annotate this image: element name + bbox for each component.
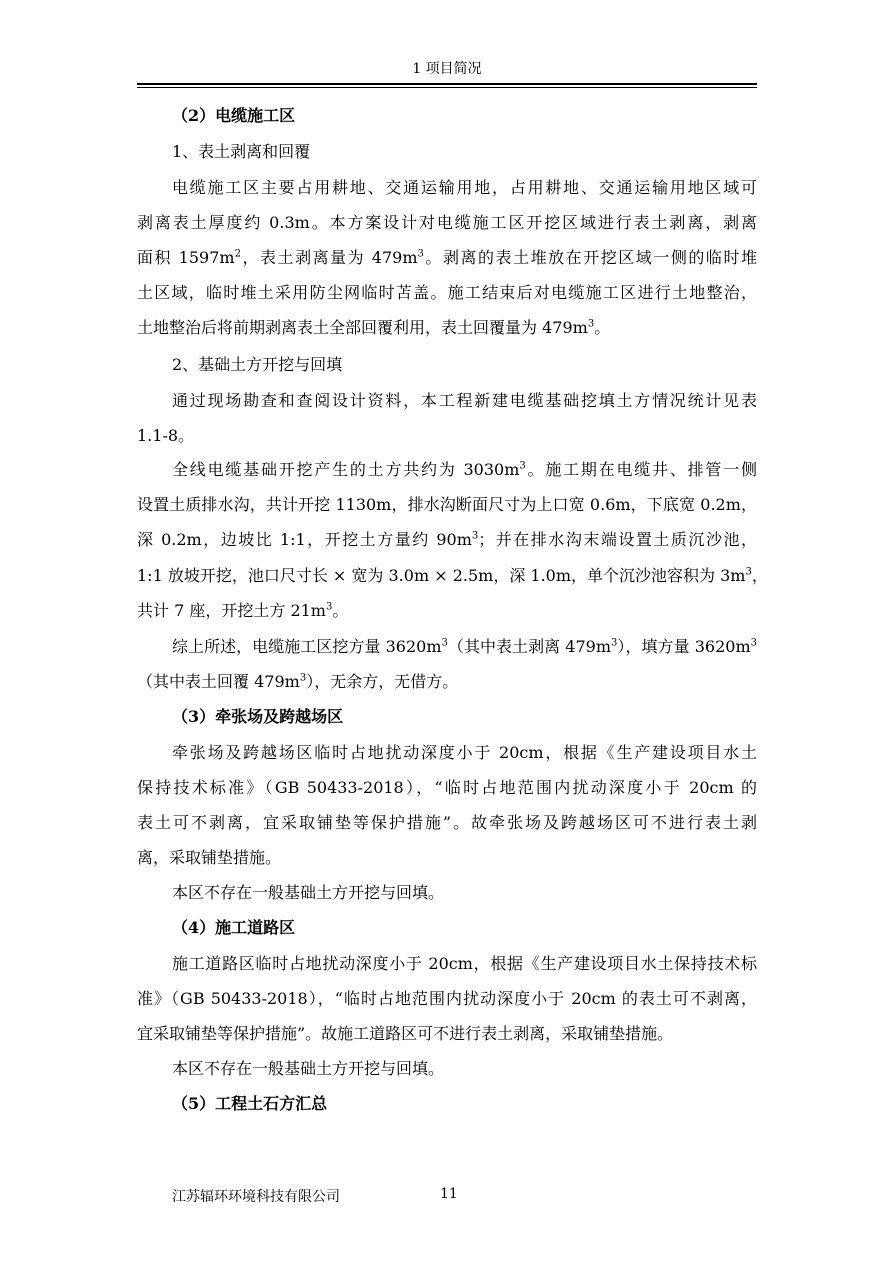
heading-road-area: （4）施工道路区 xyxy=(172,918,296,937)
text-line: 表土可不剥离，宜采取铺垫等保护措施”。故牵张场及跨越场区可不进行表土剥 xyxy=(137,813,757,832)
text-line: 电缆施工区主要占用耕地、交通运输用地，占用耕地、交通运输用地区域可 xyxy=(172,178,757,197)
text-line: 共计 7 座，开挖土方 $21m^3$。 xyxy=(137,601,349,620)
text-line: 1.1-8。 xyxy=(137,426,195,445)
text-line: 本区不存在一般基础土方开挖与回填。 xyxy=(172,1059,445,1078)
text-line: 1:1 放坡开挖，池口尺寸长 × 宽为 3.0m × 2.5m，深 1.0m，单个沉沙池容积为 $3m^3$， xyxy=(137,566,768,585)
text-line: 保持技术标准》（GB 50433-2018），“临时占地范围内扰动深度小于 20cm 的 xyxy=(137,778,757,797)
subheading-topsoil: 1、表土剥离和回覆 xyxy=(172,142,311,161)
header-rule xyxy=(137,83,757,88)
text-line: （其中表土回覆 $479m^3$），无余方，无借方。 xyxy=(137,672,459,691)
page-number: 11 xyxy=(440,1186,458,1202)
text-line: 综上所述，电缆施工区挖方量 $3620m^3$（其中表土剥离 $479m^3$），填方量 $3620m^3$ xyxy=(172,637,757,656)
subheading-excavation: 2、基础土方开挖与回填 xyxy=(172,355,343,374)
text-line: 通过现场勘查和查阅设计资料，本工程新建电缆基础挖填土方情况统计见表 xyxy=(172,391,757,410)
heading-earthwork-summary: （5）工程土石方汇总 xyxy=(172,1094,328,1113)
heading-cable-area: （2）电缆施工区 xyxy=(172,106,296,125)
text-line: 土地整治后将前期剥离表土全部回覆利用，表土回覆量为 $479m^3$。 xyxy=(137,318,611,337)
text-line: 设置土质排水沟，共计开挖 1130m，排水沟断面尺寸为上口宽 0.6m，下底宽 0.2m， xyxy=(137,495,757,514)
text-line: 面积 $1597m^2$，表土剥离量为 $479m^3$。剥离的表土堆放在开挖区域一侧的临时堆 xyxy=(137,248,757,267)
text-line: 牵张场及跨越场区临时占地扰动深度小于 20cm，根据《生产建设项目水土 xyxy=(172,743,757,762)
heading-tension-area: （3）牵张场及跨越场区 xyxy=(172,707,344,726)
text-line: 全线电缆基础开挖产生的土方共约为 $3030m^3$。施工期在电缆井、排管一侧 xyxy=(172,460,757,479)
text-line: 施工道路区临时占地扰动深度小于 20cm，根据《生产建设项目水土保持技术标 xyxy=(172,954,757,973)
text-line: 深 0.2m，边坡比 1:1，开挖土方量约 $90m^3$；并在排水沟末端设置土质沉沙池， xyxy=(137,530,757,549)
text-line: 离，采取铺垫措施。 xyxy=(137,848,282,867)
text-line: 准》（GB 50433-2018），“临时占地范围内扰动深度小于 20cm 的表土可不剥离， xyxy=(137,989,757,1008)
text-line: 本区不存在一般基础土方开挖与回填。 xyxy=(172,883,445,902)
text-line: 剥离表土厚度约 0.3m。本方案设计对电缆施工区开挖区域进行表土剥离，剥离 xyxy=(137,213,757,232)
page-header: 1 项目简况 xyxy=(412,61,482,77)
text-line: 宜采取铺垫等保护措施”。故施工道路区可不进行表土剥离，采取铺垫措施。 xyxy=(137,1024,674,1043)
footer-company: 江苏辐环环境科技有限公司 xyxy=(172,1189,340,1205)
text-line: 土区域，临时堆土采用防尘网临时苫盖。施工结束后对电缆施工区进行土地整治， xyxy=(137,283,757,302)
